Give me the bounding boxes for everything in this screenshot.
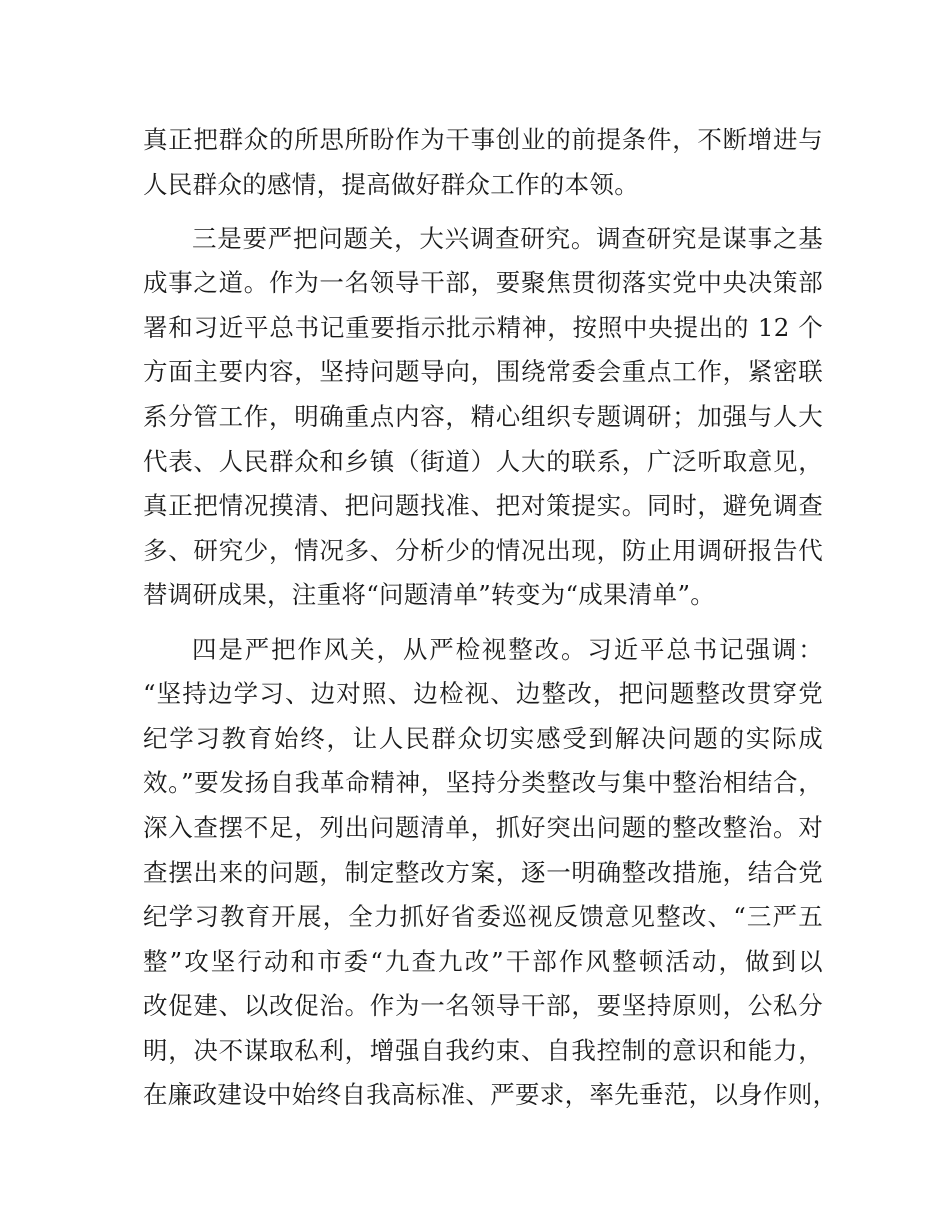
text-line: 代表、人民群众和乡镇（街道）人大的联系，广泛听取意见， [143,446,823,476]
text-line: 方面主要内容，坚持问题导向，围绕常委会重点工作，紧密联 [143,357,823,387]
text-line: 明，决不谋取私利，增强自我约束、自我控制的意识和能力， [143,1035,823,1065]
text-line: 多、研究少，情况多、分析少的情况出现，防止用调研报告代 [143,535,823,565]
text-line: 真正把情况摸清、把问题找准、把对策提实。同时，避免调查 [143,491,823,521]
paragraph-2 [143,217,823,618]
text-line: “坚持边学习、边对照、边检视、边整改，把问题整改贯穿党 [143,679,823,709]
text-line: 四是严把作风关，从严检视整改。习近平总书记强调： [192,634,823,664]
text-line: 纪学习教育始终，让人民群众切实感受到解决问题的实际成 [143,723,823,753]
paragraph-3 [143,628,838,1119]
text-line: 替调研成果，注重将“问题清单”转变为“成果清单”。 [143,580,716,610]
text-line: 查摆出来的问题，制定整改方案，逐一明确整改措施，结合党 [143,857,823,887]
text-line: 署和习近平总书记重要指示批示精神，按照中央提出的 12 个 [143,312,823,342]
document-body [143,118,838,1118]
text-line: 在廉政建设中始终自我高标准、严要求，率先垂范，以身作则， [143,1080,838,1110]
text-line: 真正把群众的所思所盼作为干事创业的前提条件，不断增进与 [143,125,823,154]
text-line: 三是要严把问题关，大兴调查研究。调查研究是谋事之基 [192,223,823,253]
text-line: 整”攻坚行动和市委“九查九改”干部作风整顿活动，做到以 [143,946,823,976]
text-line: 成事之道。作为一名领导干部，要聚焦贯彻落实党中央决策部 [143,268,823,298]
text-line: 效。”要发扬自我革命精神，坚持分类整改与集中整治相结合， [143,768,824,798]
text-line: 系分管工作，明确重点内容，精心组织专题调研；加强与人大 [143,402,823,432]
text-line: 深入查摆不足，列出问题清单，抓好突出问题的整改整治。对 [143,812,823,842]
paragraph-1 [143,118,823,207]
text-line: 改促建、以改促治。作为一名领导干部，要坚持原则，公私分 [143,991,823,1021]
text-line: 纪学习教育开展，全力抓好省委巡视反馈意见整改、“三严五 [143,902,823,932]
text-line: 人民群众的感情，提高做好群众工作的本领。 [143,169,639,199]
